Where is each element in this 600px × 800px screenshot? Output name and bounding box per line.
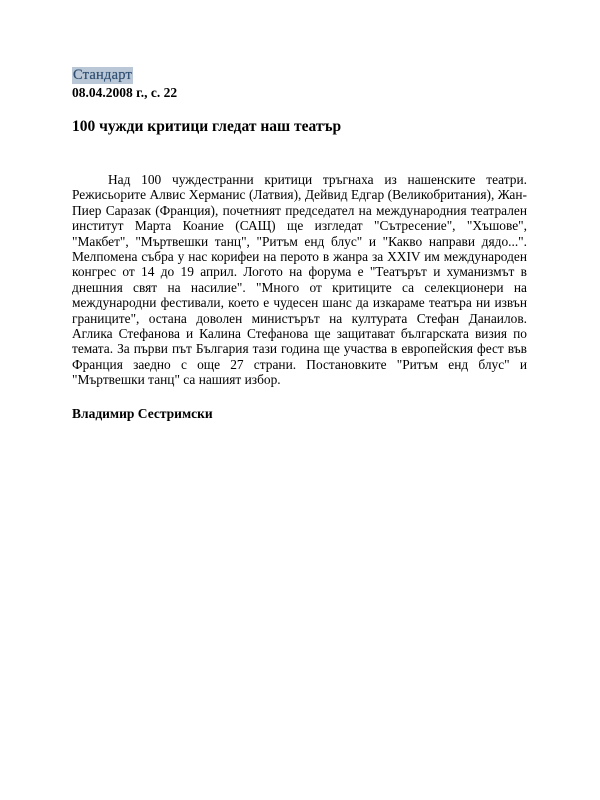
source-header [72, 66, 527, 101]
publication-dateline: 08.04.2008 г., с. 22 [72, 85, 178, 100]
article-headline: 100 чужди критици гледат наш театър [72, 118, 342, 135]
newspaper-logo: Стандарт [73, 67, 132, 83]
document-page [72, 66, 527, 422]
article-author: Владимир Сестримски [72, 405, 213, 421]
article-body: Над 100 чуждестранни критици тръгнаха из нашенските театри. Режисьорите Алвис Херманис (Латвия), Дейвид Едгар (Великобритания), Жан-Пиер Саразак (Франция), почетният председател на международния театрален институт Марта Коание (САЩ) ще изгледат "Сътресение", "Хъшове", "Макбет", "Мъртвешки танц", "Ритъм енд блус" и "Какво направи дядо...". Мелпомена събра у нас корифеи на перото в жанра за XXIV им международен конгрес от 14 до 19 април. Логото на форума е "Театърът и хуманизмът в днешния свят на насилие". "Много от критиците са селекционери на международни фестивали, което е чудесен шанс да изкараме театъра ни извън границите", остана доволен министърът на културата Стефан Данаилов. Аглика Стефанова и Калина Стефанова ще защитават българската визия по темата. За първи път България тази година ще участва в европейския фест във Франция заедно с още 27 страни. Постановките "Ритъм енд блус" и "Мъртвешки танц" са нашият избор. [72, 172, 527, 388]
